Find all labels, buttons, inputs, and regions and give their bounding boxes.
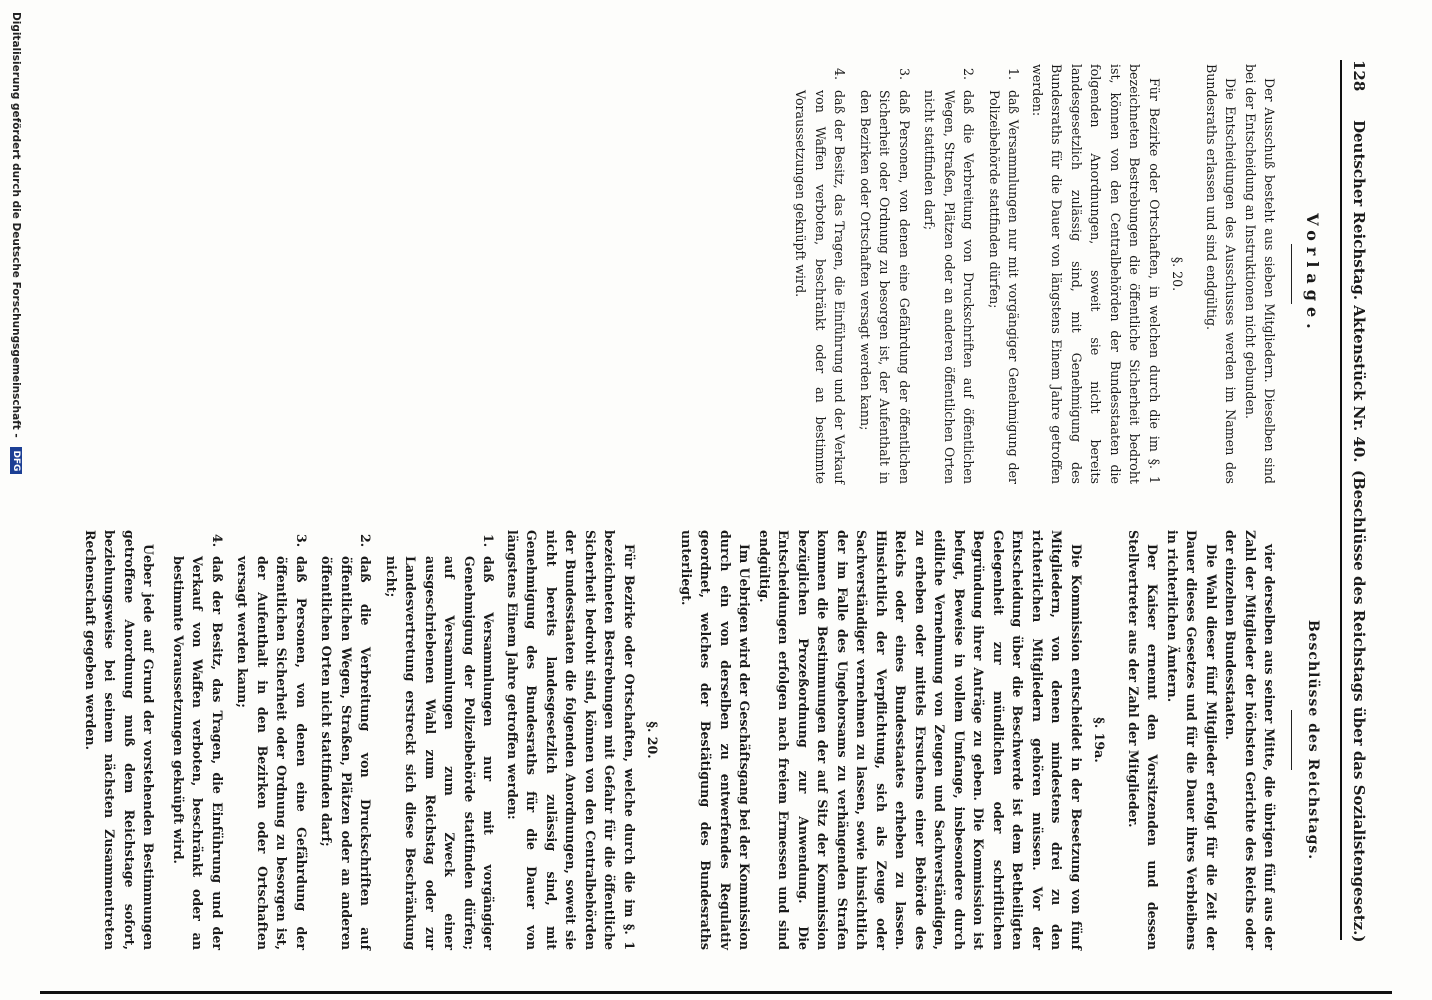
paragraph: Der Ausschuß besteht aus sieben Mitgliedern. Dieselben sind bei der Entscheidung an Instruktionen nicht gebunden. xyxy=(1243,64,1278,484)
column-heading-beschluesse: Beschlüsse des Reichstags. xyxy=(1305,619,1321,861)
paragraph: vier derselben aus seiner Mitte, die übrigen fünf aus der Zahl der Mitglieder der höchsten Gerichte des Reichs oder der einzelnen Bundesstaaten. xyxy=(1223,530,1278,950)
list-item xyxy=(985,64,1024,484)
dfg-logo: DFG xyxy=(10,447,22,474)
list-item xyxy=(233,530,311,950)
paragraph: Die Wahl dieser fünf Mitglieder erfolgt für die Zeit der Dauer dieses Gesetzes und für die Dauer ihres Verbleibens in richterlichen Ämtern. xyxy=(1165,530,1219,950)
page-number: 128 xyxy=(1350,60,1368,92)
item-number: 1. xyxy=(481,534,497,548)
section-intro: Für Bezirke oder Ortschaften, welche durch die im §. 1 bezeichneten Bestrebungen mit Gefahr für die öffentliche Sicherheit bedroht sind, können von den Centralbehörden der Bundesstaaten die folgenden Anordnungen, soweit sie nicht bereits landesgesetzlich zulässig sind, mit Genehmigung des Bundesraths für die Dauer von längstens Einem Jahre getroffen werden: xyxy=(505,530,637,950)
paragraph: Die Entscheidungen des Ausschusses werden im Namen des Bundesraths erlassen und sind endgültig. xyxy=(1204,64,1239,484)
header-subtitle: (Beschlüsse des Reichstags über das Sozialistengesetz.) xyxy=(1350,470,1368,943)
item-number: 4. xyxy=(832,68,848,81)
list-item xyxy=(791,64,850,484)
paragraph: Im Uebrigen wird der Geschäftsgang bei der Kommission durch ein von derselben zu entwerfendes Regulativ geordnet, welches der Bestätigung des Bundesraths unterliegt. xyxy=(679,530,753,950)
item-text: daß der Besitz, das Tragen, die Einführung und der Verkauf von Waffen verboten, beschränkt oder an bestimmte Voraussetzungen geknüpft wird. xyxy=(793,90,848,484)
item-text: daß die Verbreitung von Druckschriften auf öffentlichen Wegen, Straßen, Plätzen oder an anderen öffentlichen Orten nicht stattfinden darf; xyxy=(922,90,977,484)
credit-text: Digitalisierung gefördert durch die Deutsche Forschungsgemeinschaft - xyxy=(10,12,22,438)
heading-rule xyxy=(1292,710,1293,770)
item-text: daß Personen, von denen eine Gefährdung der öffentlichen Sicherheit oder Ordnung zu besorgen ist, der Aufenthalt in den Bezirken oder Ortschaften versagt werden kann; xyxy=(858,90,912,484)
item-text: daß Versammlungen nur mit vorgängiger Genehmigung der Polizeibehörde stattfinden dürfen; auf Versammlungen zum Zweck einer ausgeschriebenen Wahl zum Reichstag oder zur Landesvertretung erstreckt sich diese Beschränkung nicht; xyxy=(384,556,497,950)
column-beschluesse xyxy=(81,530,1323,950)
list-item xyxy=(856,64,915,484)
list-item xyxy=(169,530,228,950)
section-intro: Für Bezirke oder Ortschaften, in welchen durch die im §. 1 bezeichneten Bestrebungen die öffentliche Sicherheit bedroht ist, können von den Centralbehörden der Bundesstaaten die folgenden Anordnungen, soweit sie nicht bereits landesgesetzlich zulässig sind, mit Genehmigung des Bundesraths für die Dauer von längstens Einem Jahre getroffen werden: xyxy=(1030,64,1162,484)
item-text: daß der Besitz, das Tragen, die Einführung und der Verkauf von Waffen verboten, beschränkt oder an bestimmte Voraussetzungen geknüpft wird. xyxy=(171,556,225,950)
item-number: 3. xyxy=(294,534,309,548)
item-number: 2. xyxy=(961,68,977,81)
paragraph: Die Kommission entscheidet in der Besetzung von fünf Mitgliedern, von denen mindestens drei zu den richterlichen Mitgliedern gehören müssen. Vor der Entscheidung über die Beschwerde ist dem Betheiligten Gelegenheit zur mündlichen oder schriftlichen Begründung ihrer Anträge zu geben. Die Kommission ist befugt, Beweise in vollem Umfange, insbesondere durch eidliche Vernehmung von Zeugen und Sachverständigen, zu erheben oder mittels Ersuchens einer Behörde des Reichs oder eines Bundesstaates erheben zu lassen. Hinsichtlich der Verpflichtung, sich als Zeuge oder Sachverständiger vernehmen zu lassen, sowie hinsichtlich der im Falle des Ungehorsams zu verhängenden Strafen kommen die Bestimmungen der auf Sitz der Kommission bezüglichen Prozeßordnung zur Anwendung. Die Entscheidungen erfolgen nach freiem Ermessen und sind endgültig. xyxy=(757,530,1084,950)
section-number: §. 20. xyxy=(1170,256,1186,292)
digitization-credit xyxy=(4,0,22,1000)
item-number: 4. xyxy=(210,534,225,548)
paragraph: Der Kaiser ernennt den Vorsitzenden und dessen Stellvertreter aus der Zahl der Mitglieder. xyxy=(1126,530,1161,950)
heading-rule xyxy=(1292,244,1293,304)
closing-paragraph: Ueber jede auf Grund der vorstehenden Bestimmungen getroffene Anordnung muß dem Reichstage sofort, beziehungsweise bei seinem nächsten Zusammentreten Rechenschaft gegeben werden. xyxy=(83,530,157,950)
item-text: daß Versammlungen nur mit vorgängiger Genehmigung der Polizeibehörde stattfinden dürfen; xyxy=(987,90,1022,484)
header-title: Deutscher Reichstag. Aktenstück Nr. 40. xyxy=(1350,120,1368,463)
item-text: daß die Verbreitung von Druckschriften auf öffentlichen Wegen, Straßen, Plätzen oder an anderen öffentlichen Orten nicht stattfinden darf; xyxy=(319,556,374,950)
list-item xyxy=(920,64,979,484)
page-header xyxy=(1340,60,1372,943)
section-number: §. 19a. xyxy=(1092,717,1108,763)
page-edge-line xyxy=(40,991,1392,994)
ordinance-list xyxy=(169,530,499,950)
section-number: §. 20. xyxy=(645,721,661,759)
column-vorlage xyxy=(785,64,1322,484)
list-item xyxy=(317,530,376,950)
item-number: 2. xyxy=(358,534,374,548)
list-item xyxy=(382,530,499,950)
item-number: 1. xyxy=(1006,68,1022,81)
item-number: 3. xyxy=(897,68,912,81)
ordinance-list xyxy=(791,64,1024,484)
column-heading-vorlage: Vorlage. xyxy=(1303,213,1322,335)
item-text: daß Personen, von denen eine Gefährdung der öffentlichen Sicherheit oder Ordnung zu besorgen ist, der Aufenthalt in den Bezirken oder Ortschaften versagt werden kann; xyxy=(235,556,309,950)
